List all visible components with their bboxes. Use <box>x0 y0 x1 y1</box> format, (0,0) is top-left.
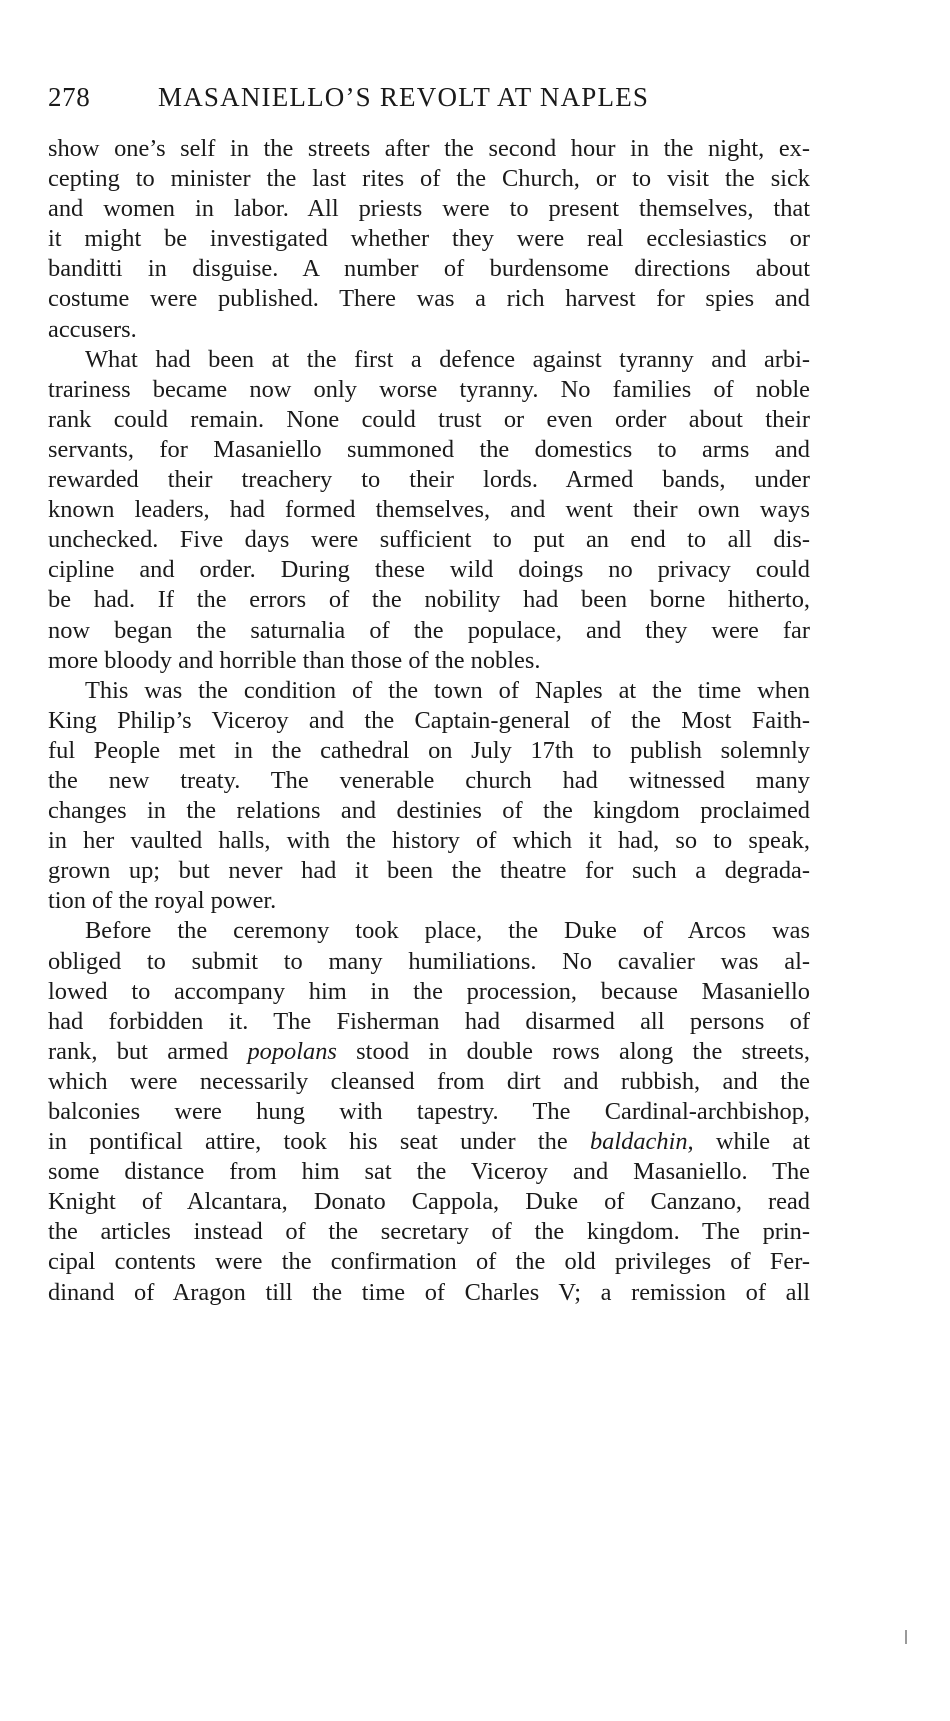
page-number: 278 <box>48 82 91 112</box>
body-text <box>48 134 810 1308</box>
text-line: the new treaty. The venerable church had witnessed many <box>48 766 810 794</box>
text-fragment: stood in double rows along the streets, <box>336 1037 810 1065</box>
text-line: Knight of Alcantara, Donato Cappola, Duke of Canzano, read <box>48 1188 810 1216</box>
text-line: changes in the relations and destinies of the kingdom proclaimed <box>48 797 810 825</box>
text-line: cepting to minister the last rites of the Church, or to visit the sick <box>48 165 810 193</box>
text-line: This was the condition of the town of Naples at the time when <box>85 676 810 704</box>
paragraph <box>48 916 810 1307</box>
scan-mark <box>905 1630 907 1644</box>
page-header <box>48 78 808 118</box>
text-line: balconies were hung with tapestry. The Cardinal-archbishop, <box>48 1098 810 1125</box>
text-line: which were necessarily cleansed from dirt and rubbish, and the <box>48 1067 810 1095</box>
text-line: rewarded their treachery to their lords. Armed bands, under <box>48 466 810 494</box>
running-head: MASANIELLO’S REVOLT AT NAPLES <box>158 82 650 112</box>
text-line: costume were published. There was a rich harvest for spies and <box>48 285 810 313</box>
text-line: ful People met in the cathedral on July 17th to publish solemnly <box>48 736 810 764</box>
italic-term: popolans <box>247 1037 337 1065</box>
text-line <box>48 1037 810 1067</box>
text-fragment: rank, but armed <box>48 1037 248 1065</box>
text-line: more bloody and horrible than those of the nobles. <box>48 646 541 674</box>
text-line: cipline and order. During these wild doings no privacy could <box>48 556 810 584</box>
text-line: now began the saturnalia of the populace, and they were far <box>48 616 810 644</box>
text-fragment: in pontifical attire, took his seat under the <box>48 1128 590 1156</box>
text-line: accusers. <box>48 315 137 343</box>
text-line: tion of the royal power. <box>48 887 277 915</box>
text-fragment: while at <box>693 1128 810 1156</box>
text-line: dinand of Aragon till the time of Charles V; a remission of all <box>48 1278 810 1306</box>
paragraph <box>48 134 810 345</box>
text-line: servants, for Masaniello summoned the domestics to arms and <box>48 435 810 463</box>
text-line: unchecked. Five days were sufficient to put an end to all dis- <box>48 526 810 554</box>
italic-term: baldachin, <box>589 1128 694 1156</box>
text-line: banditti in disguise. A number of burdensome directions about <box>48 255 810 283</box>
text-line: What had been at the first a defence against tyranny and arbi- <box>85 345 810 373</box>
text-line: known leaders, had formed themselves, and went their own ways <box>48 496 810 524</box>
text-line: some distance from him sat the Viceroy and Masaniello. The <box>48 1158 810 1186</box>
paragraph <box>48 676 810 917</box>
text-line: show one’s self in the streets after the second hour in the night, ex- <box>48 135 810 162</box>
text-line <box>48 1127 810 1157</box>
text-line: and women in labor. All priests were to present themselves, that <box>48 195 810 223</box>
text-line: lowed to accompany him in the procession, because Masaniello <box>48 977 810 1005</box>
text-line: cipal contents were the confirmation of the old privileges of Fer- <box>48 1248 810 1276</box>
text-line: be had. If the errors of the nobility had been borne hitherto, <box>48 586 810 614</box>
text-line: the articles instead of the secretary of the kingdom. The prin- <box>48 1218 810 1246</box>
paragraph <box>48 345 810 676</box>
text-line: had forbidden it. The Fisherman had disarmed all persons of <box>48 1007 810 1035</box>
text-line: it might be investigated whether they were real ecclesiastics or <box>48 225 810 253</box>
text-line: grown up; but never had it been the theatre for such a degrada- <box>48 857 810 885</box>
text-line: trariness became now only worse tyranny. No families of noble <box>48 375 810 403</box>
text-line: obliged to submit to many humiliations. No cavalier was al- <box>48 947 810 975</box>
text-line: in her vaulted halls, with the history of which it had, so to speak, <box>48 827 810 855</box>
text-line: King Philip’s Viceroy and the Captain-general of the Most Faith- <box>48 706 810 734</box>
text-line: rank could remain. None could trust or even order about their <box>48 405 810 433</box>
text-line: Before the ceremony took place, the Duke of Arcos was <box>85 917 810 945</box>
